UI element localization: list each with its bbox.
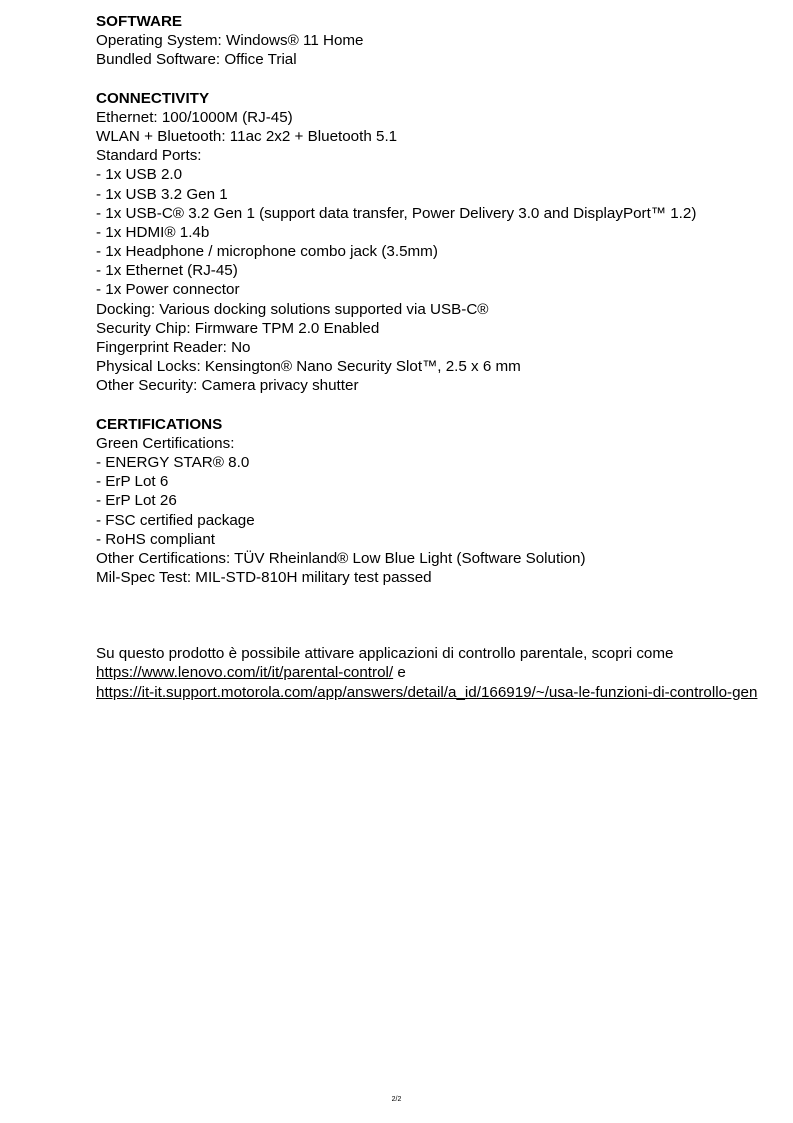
- certifications-line-mil-spec: Mil-Spec Test: MIL-STD-810H military test passed: [96, 569, 432, 587]
- connectivity-section: [96, 89, 793, 396]
- connectivity-heading: CONNECTIVITY: [96, 89, 210, 107]
- port-item-usb-2: - 1x USB 2.0: [96, 166, 183, 184]
- connectivity-line-fingerprint: Fingerprint Reader: No: [96, 339, 251, 356]
- port-item-usb-3: - 1x USB 3.2 Gen 1: [96, 185, 228, 203]
- port-item-hdmi: - 1x HDMI® 1.4b: [96, 223, 210, 241]
- document-page: [96, 12, 793, 702]
- parental-control-link-row: [96, 663, 793, 682]
- software-heading: SOFTWARE: [96, 13, 183, 30]
- connectivity-line-docking: Docking: Various docking solutions supported via USB-C®: [96, 300, 489, 318]
- section-spacer: [96, 587, 793, 644]
- section-spacer: [96, 70, 793, 89]
- cert-item-energy-star: - ENERGY STAR® 8.0: [96, 453, 250, 471]
- cert-item-fsc: - FSC certified package: [96, 511, 255, 529]
- connectivity-line-security-chip: Security Chip: Firmware TPM 2.0 Enabled: [96, 319, 380, 337]
- software-line-bundled-software: Bundled Software: Office Trial: [96, 51, 297, 69]
- certifications-line-green: Green Certifications:: [96, 434, 235, 452]
- certifications-heading: CERTIFICATIONS: [96, 415, 223, 433]
- port-item-ethernet: - 1x Ethernet (RJ-45): [96, 262, 238, 280]
- connectivity-line-ethernet: Ethernet: 100/1000M (RJ-45): [96, 108, 293, 126]
- parental-control-section: [96, 644, 793, 702]
- connectivity-line-wlan: WLAN + Bluetooth: 11ac 2x2 + Bluetooth 5.1: [96, 127, 398, 145]
- connectivity-line-other-security: Other Security: Camera privacy shutter: [96, 377, 359, 395]
- certifications-line-other: Other Certifications: TÜV Rheinland® Low Blue Light (Software Solution): [96, 549, 586, 567]
- software-section: [96, 12, 793, 70]
- software-line-operating-system: Operating System: Windows® 11 Home: [96, 32, 364, 50]
- port-item-usb-c: - 1x USB-C® 3.2 Gen 1 (support data transfer, Power Delivery 3.0 and DisplayPort™ 1.2): [96, 204, 697, 222]
- cert-item-rohs: - RoHS compliant: [96, 530, 216, 548]
- page-number: 2/2: [391, 1096, 402, 1103]
- lenovo-parental-control-link[interactable]: https://www.lenovo.com/it/it/parental-control/: [96, 664, 394, 682]
- connectivity-line-standard-ports: Standard Ports:: [96, 147, 202, 165]
- cert-item-erp-lot-6: - ErP Lot 6: [96, 473, 169, 491]
- parental-control-text: Su questo prodotto è possibile attivare applicazioni di controllo parentale, scopri come: [96, 645, 674, 663]
- connectivity-line-physical-locks: Physical Locks: Kensington® Nano Security Slot™, 2.5 x 6 mm: [96, 358, 521, 376]
- section-spacer: [96, 396, 793, 415]
- parental-control-link-row: [96, 683, 793, 702]
- port-item-headphone-jack: - 1x Headphone / microphone combo jack (3.5mm): [96, 243, 438, 261]
- motorola-parental-control-link[interactable]: https://it-it.support.motorola.com/app/answers/detail/a_id/166919/~/usa-le-funzioni-di-controllo-gen: [96, 683, 758, 701]
- cert-item-erp-lot-26: - ErP Lot 26: [96, 492, 177, 510]
- link-conjunction: e: [393, 664, 406, 682]
- certifications-section: [96, 415, 793, 588]
- port-item-power-connector: - 1x Power connector: [96, 281, 240, 299]
